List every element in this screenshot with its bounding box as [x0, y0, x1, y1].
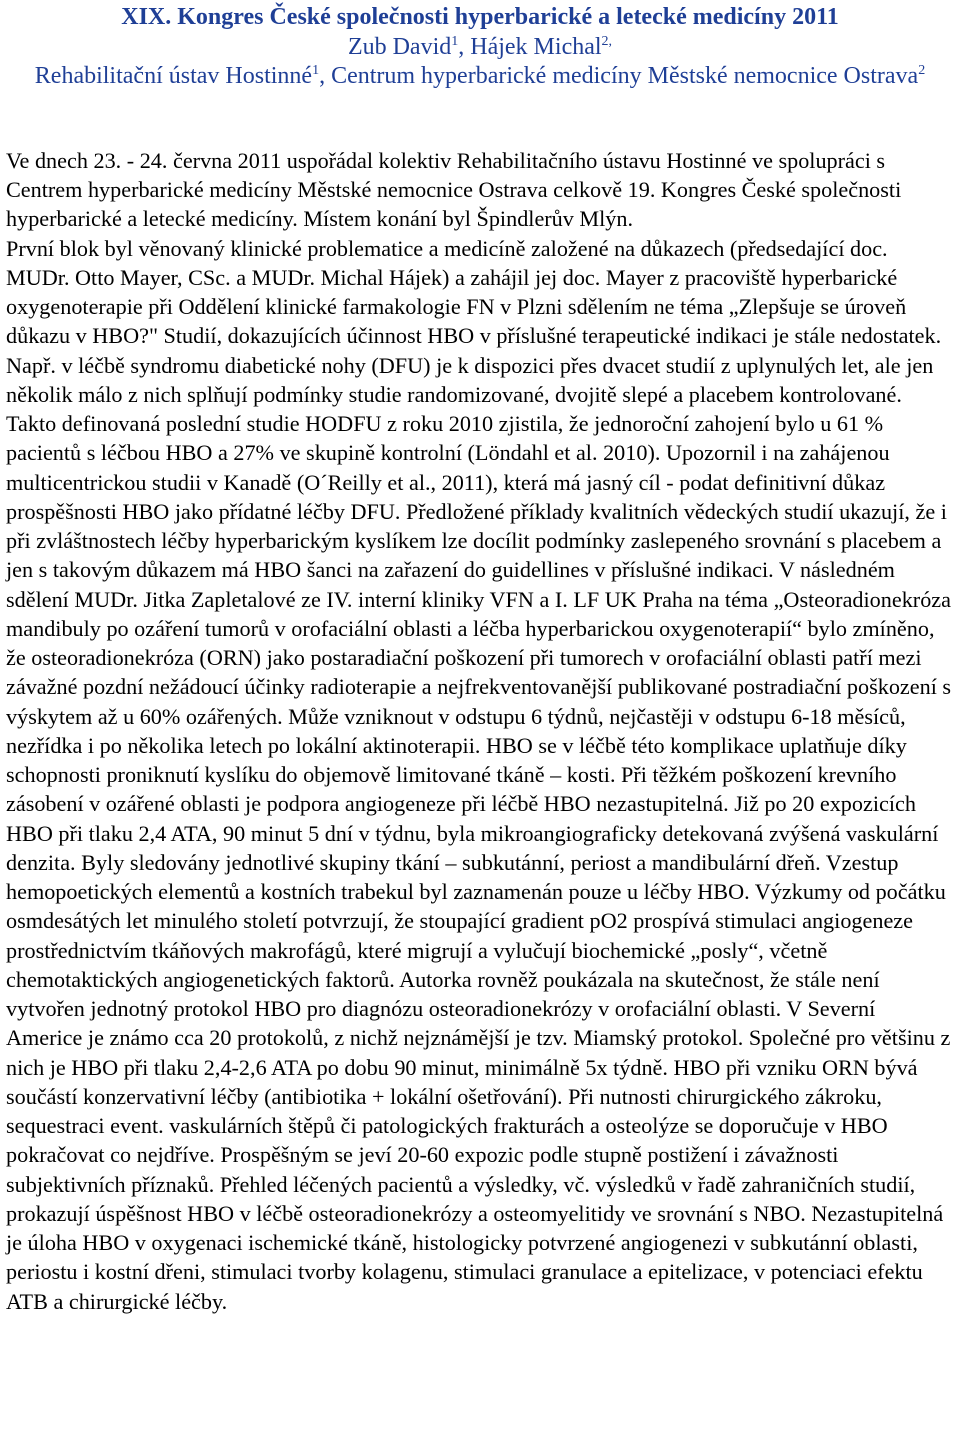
affiliation-name: Rehabilitační ústav Hostinné — [34, 63, 313, 90]
header-spacer — [6, 92, 954, 146]
author-name: Hájek Michal — [470, 33, 602, 60]
affiliation-separator: , — [319, 63, 332, 90]
authors-line — [6, 33, 954, 63]
author-name: Zub David — [347, 33, 452, 60]
author-affiliation-mark: 1 — [451, 33, 459, 49]
affiliation-mark: 2 — [918, 63, 926, 79]
body-paragraph: Ve dnech 23. - 24. června 2011 uspořádal kolektiv Rehabilitačního ústavu Hostinné ve spolupráci s Centrem hyperbarické medicíny Městské nemocnice Ostrava celkově 19. Kongres České společnosti hyperbarické a letecké medicíny. Místem konání byl Špindlerův Mlýn. — [6, 147, 902, 232]
body-paragraph: První blok byl věnovaný klinické problematice a medicíně založené na důkazech (předsedající doc. MUDr. Otto Mayer, CSc. a MUDr. Michal Hájek) a zahájil jej doc. Mayer z pracoviště hyperbarické oxygenoterapie při Oddělení klinické farmakologie FN v Plzni sdělením ne téma „Zlepšuje se úroveň důkazu v HBO?" Studií, dokazujících účinnost HBO v příslušné terapeutické indikaci je stále nedostatek. Např. v léčbě syndromu diabetické nohy (DFU) je k dispozici přes dvacet studií z uplynulých let, ale jen několik málo z nich splňují podmínky studie randomizované, dvojitě slepé a placebem kontrolované. Takto definovaná poslední studie HODFU z roku 2010 zjistila, že jednoroční zahojení bylo u 61 % pacientů s léčbou HBO a 27% ve skupině kontrolní (Löndahl et al. 2010). Upozornil i na zahájenou multicentrickou studii v Kanadě (O´Reilly et al., 2011), která má jasný cíl - podat definitivní důkaz prospěšnosti HBO jako přídatné léčby DFU. Předložené příklady kvalitních vědeckých studií ukazují, že i při zvláštnostech léčby hyperbarickým kyslíkem lze docílit podmínky zaslepeného srovnání s placebem a jen s takovým důkazem má HBO šanci na zařazení do guidellines v příslušné indikaci. V následném sdělení MUDr. Jitka Zapletalové ze IV. interní kliniky VFN a I. LF UK Praha na téma „Osteoradionekróza mandibuly po ozáření tumorů v orofaciální oblasti a léčba hyperbarickou oxygenoterapií“ bylo zmíněno, že osteoradionekróza (ORN) jako postaradiační poškození při tumorech v orofaciální oblasti patří mezi závažné pozdní nežádoucí účinky radioterapie a nejfrekventovanější publikované postradiační poškození s výskytem až u 60% ozářených. Může vzniknout v odstupu 6 týdnů, nejčastěji v odstupu 6-18 měsíců, nezřídka i po několika letech po lokální aktinoterapii. HBO se v léčbě této komplikace uplatňuje díky schopnosti proniknutí kyslíku do objemově limitované tkáně – kosti. Při těžkém poškození krevního zásobení v ozářené oblasti je podpora angiogeneze při léčbě HBO nezastupitelná. Již po 20 expozicích HBO při tlaku 2,4 ATA, 90 minut 5 dní v týdnu, byla mikroangiograficky detekovaná zvýšená vaskulární denzita. Byly sledovány jednotlivé skupiny tkání – subkutánní, periost a mandibulární dřeň. Vzestup hemopoetických elementů a kostních trabekul byl zaznamenán pouze u léčby HBO. Výzkumy od počátku osmdesátých let minulého století potvrzují, že stoupající gradient pO2 prospívá stimulaci angiogeneze prostřednictvím tkáňových makrofágů, které migrují a vylučují biochemické „posly“, včetně chemotaktických angiogenetických faktorů. Autorka rovněž poukázala na skutečnost, že stále není vytvořen jednotný protokol HBO pro diagnózu osteoradionekrózy v orofaciální oblasti. V Severní Americe je známo cca 20 protokolů, z nichž nejznámější je tzv. Miamský protokol. Společné pro většinu z nich je HBO při tlaku 2,4-2,6 ATA po dobu 90 minut, minimálně 5x týdně. HBO při vzniku ORN bývá součástí konzervativní léčby (antibiotika + lokální ošetřování). Při nutnosti chirurgického zákroku, sequestraci event. vaskulárních štěpů či patologických frakturách a osteolýze se doporučuje v HBO pokračovat co nejdříve. Prospěšným se jeví 20-60 expozic podle stupně postižení i závažnosti subjektivních příznaků. Přehled léčených pacientů a výsledky, vč. výsledků v řadě zahraničních studií, prokazují úspěšnost HBO v léčbě osteoradionekrózy a osteomyelitidy ve srovnání s NBO. Nezastupitelná je úloha HBO v oxygenaci ischemické tkáně, histologicky potvrzené angiogenezi v subkutánní oblasti, periostu i kostní dřeni, stimulaci tvorby kolagenu, stimulaci granulace a epitelizace, v potenciaci efektu ATB a chirurgické léčby. — [6, 235, 952, 1314]
affiliation-mark: 1 — [312, 63, 320, 79]
conference-title: XIX. Kongres České společnosti hyperbarické a letecké medicíny 2011 — [121, 4, 839, 30]
affiliation-name: Centrum hyperbarické medicíny Městské nemocnice Ostrava — [331, 63, 919, 90]
author-separator: , — [458, 33, 471, 60]
author-affiliation-mark: 2, — [601, 33, 613, 49]
affiliations-line — [6, 62, 954, 92]
document-header — [6, 3, 954, 92]
article-body — [6, 146, 954, 1316]
